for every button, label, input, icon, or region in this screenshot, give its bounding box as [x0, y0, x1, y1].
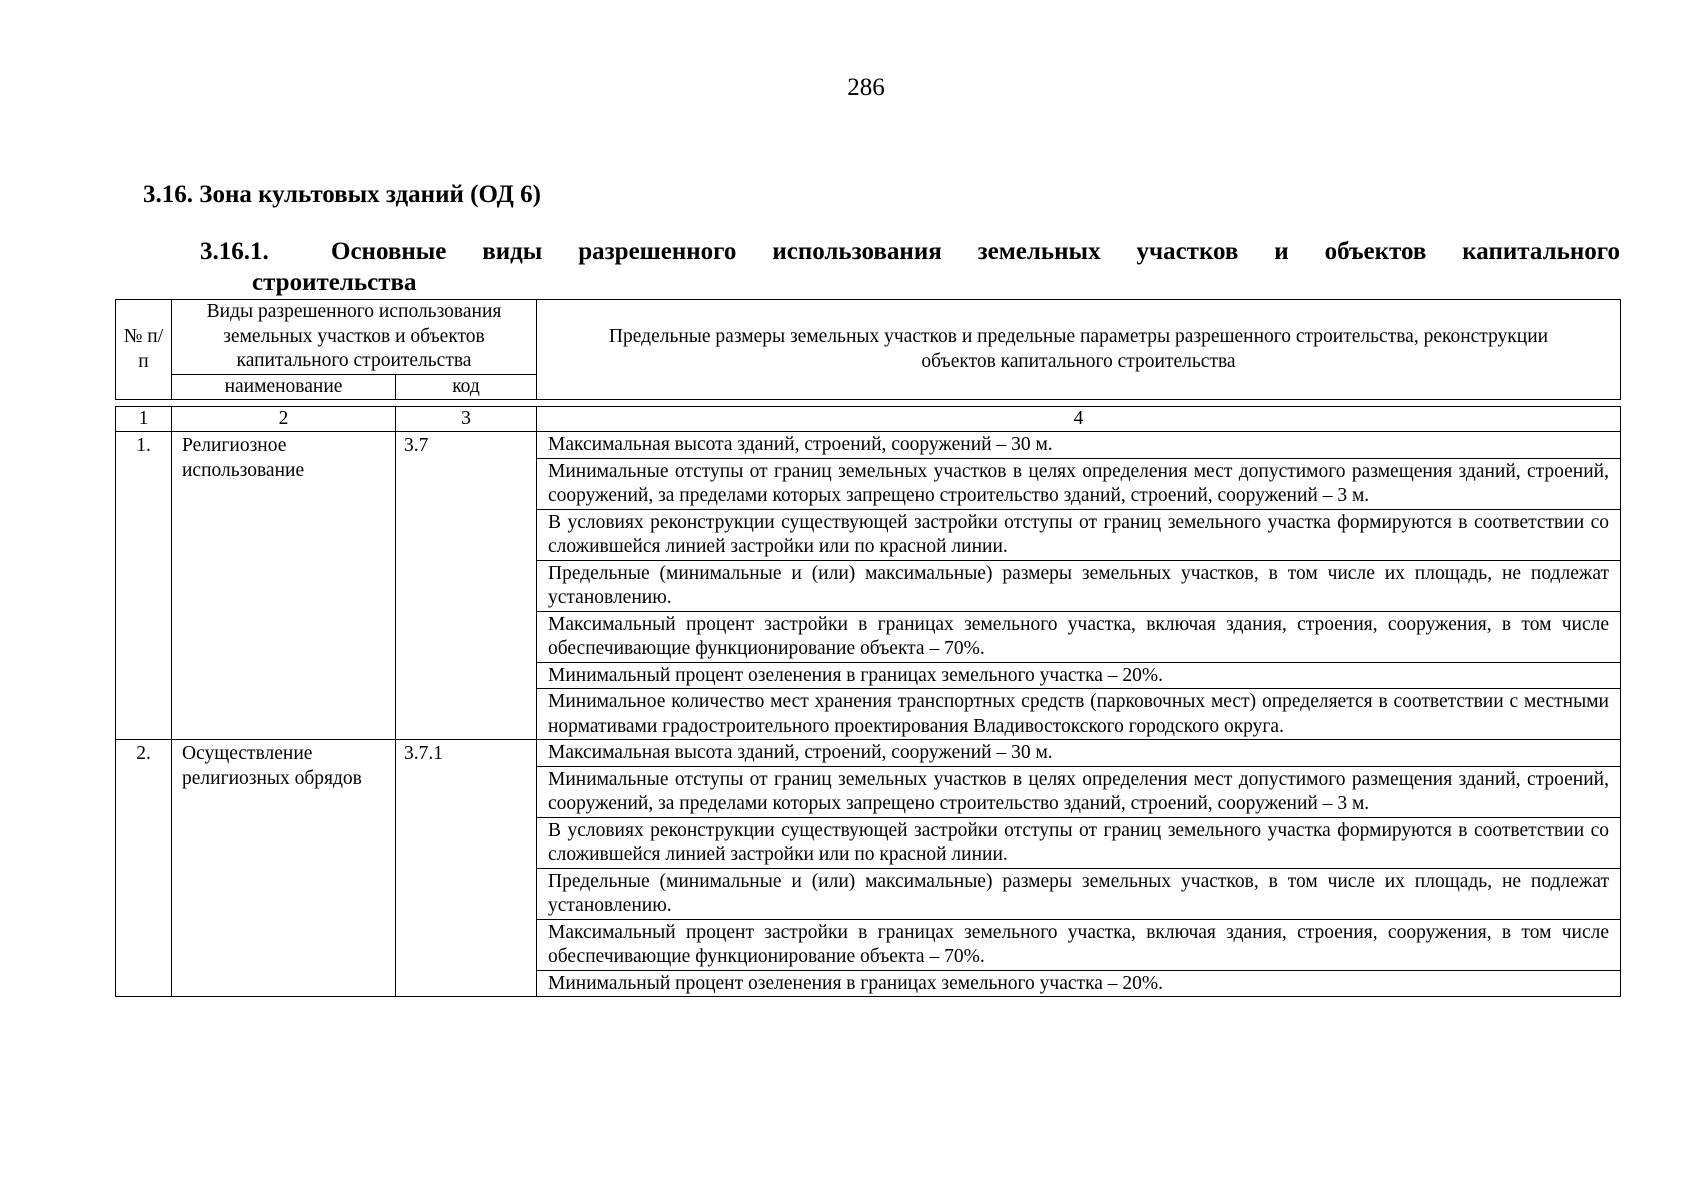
- column-number: 4: [537, 407, 1621, 432]
- parameter-cell: В условиях реконструкции существующей застройки отступы от границ земельного участка формируются в соответствии со сложившейся линией застройки или по красной линии.: [537, 817, 1621, 868]
- parameter-cell: Минимальные отступы от границ земельных участков в целях определения мест допустимого размещения зданий, строений, сооружений, за пределами которых запрещено строительство зданий, строений, сооружений – 3 м.: [537, 458, 1621, 509]
- parameter-cell: Минимальное количество мест хранения транспортных средств (парковочных мест) определяется в соответствии с местными нормативами градостроительного проектирования Владивостокского городского округа.: [537, 689, 1621, 740]
- table-header: [115, 299, 1621, 400]
- header-types-group: Виды разрешенного использования земельных участков и объектов капитального строительства: [172, 300, 537, 375]
- subsection-number: 3.16.1.: [200, 238, 269, 265]
- parameter-cell: Предельные (минимальные и (или) максимальные) размеры земельных участков, в том числе их площадь, не подлежат установлению.: [537, 560, 1621, 611]
- parameter-cell: Минимальный процент озеленения в границах земельного участка – 20%.: [537, 970, 1621, 997]
- parameter-cell: Максимальный процент застройки в границах земельного участка, включая здания, строения, сооружения, в том числе обеспечивающие функционирование объекта – 70%.: [537, 919, 1621, 970]
- section-title: 3.16. Зона культовых зданий (ОД 6): [143, 181, 541, 208]
- parameter-cell: Минимальные отступы от границ земельных участков в целях определения мест допустимого размещения зданий, строений, сооружений, за пределами которых запрещено строительство зданий, строений, сооружений – 3 м.: [537, 766, 1621, 817]
- parameter-cell: Максимальная высота зданий, строений, сооружений – 30 м.: [537, 740, 1621, 767]
- use-type-code: 3.7.1: [396, 740, 537, 997]
- subsection-words: [331, 236, 1620, 267]
- subsection-word: капитального: [1462, 238, 1620, 265]
- parameter-cell: Максимальный процент застройки в границах земельного участка, включая здания, строения, сооружения, в том числе обеспечивающие функционирование объекта – 70%.: [537, 611, 1621, 662]
- use-type-name: Осуществление религиозных обрядов: [172, 740, 396, 997]
- subsection-word: виды: [482, 238, 543, 265]
- subsection-title-line2: строительства: [252, 269, 417, 296]
- table-row: [116, 432, 1621, 459]
- column-number: 3: [396, 407, 537, 432]
- page-number: 286: [847, 74, 885, 101]
- row-number: 1.: [116, 432, 172, 740]
- row-number: 2.: [116, 740, 172, 997]
- header-params: Предельные размеры земельных участков и предельные параметры разрешенного строительства, реконструкции объектов капитального строительства: [537, 300, 1621, 400]
- column-number: 2: [172, 407, 396, 432]
- parameter-cell: Предельные (минимальные и (или) максимальные) размеры земельных участков, в том числе их площадь, не подлежат установлению.: [537, 868, 1621, 919]
- column-number: 1: [116, 407, 172, 432]
- subsection-word: и: [1274, 238, 1289, 265]
- table-body: [115, 406, 1621, 997]
- subsection-word: объектов: [1324, 238, 1427, 265]
- header-num: № п/п: [116, 300, 172, 400]
- subsection-word: разрешенного: [578, 238, 737, 265]
- subsection-word: использования: [772, 238, 942, 265]
- subsection-title: [200, 236, 1620, 298]
- parameter-cell: В условиях реконструкции существующей застройки отступы от границ земельного участка формируются в соответствии со сложившейся линией застройки или по красной линии.: [537, 509, 1621, 560]
- use-type-name: Религиозное использование: [172, 432, 396, 740]
- subsection-word: земельных: [977, 238, 1101, 265]
- subsection-word: Основные: [331, 238, 447, 265]
- subsection-word: участков: [1136, 238, 1239, 265]
- table-row: [116, 740, 1621, 767]
- header-code-col: код: [396, 374, 537, 400]
- column-numbers-row: [116, 407, 1621, 432]
- header-name-col: наименование: [172, 374, 396, 400]
- use-type-code: 3.7: [396, 432, 537, 740]
- parameter-cell: Минимальный процент озеленения в границах земельного участка – 20%.: [537, 662, 1621, 689]
- parameter-cell: Максимальная высота зданий, строений, сооружений – 30 м.: [537, 432, 1621, 459]
